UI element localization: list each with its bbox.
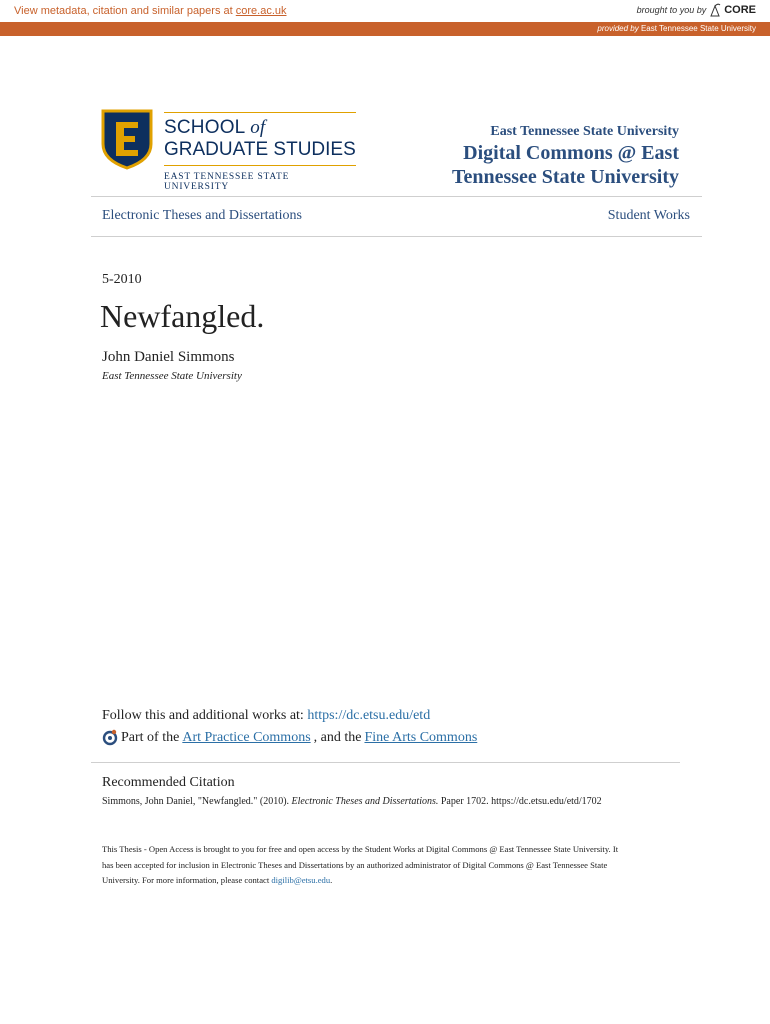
breadcrumb-student-works-link[interactable]: Student Works (607, 208, 690, 223)
follow-prefix: Follow this and additional works at: (102, 708, 304, 723)
notice-line-3-suffix: . (330, 875, 333, 885)
core-metadata-link[interactable]: core.ac.uk (235, 5, 287, 17)
citation-text-after: Paper 1702. https://dc.etsu.edu/etd/1702 (440, 796, 602, 807)
header-divider (91, 196, 702, 197)
part-of-line (102, 729, 477, 747)
core-label: CORE (724, 4, 756, 16)
repository-name-line1: Digital Commons @ East (463, 142, 679, 164)
core-metadata-prefix: View metadata, citation and similar papers at (14, 5, 233, 17)
notice-line-3 (102, 873, 667, 889)
repository-university: East Tennessee State University (490, 124, 679, 139)
provided-by-name: East Tennessee State University (640, 24, 756, 33)
paper-date: 5-2010 (102, 272, 142, 287)
notice-line-3-prefix: University. For more information, please contact (102, 875, 270, 885)
brought-to-you-text: brought to you by (636, 5, 707, 15)
core-logo-icon (709, 3, 721, 17)
core-metadata-text (14, 5, 287, 17)
logo-university-name: EAST TENNESSEE STATE UNIVERSITY (164, 172, 290, 192)
core-provided-text (597, 24, 756, 33)
part-of-prefix: Part of the (121, 730, 180, 745)
part-of-middle: , and the (313, 730, 362, 745)
core-brought-by[interactable] (637, 3, 756, 17)
citation-series: Electronic Theses and Dissertations. (291, 796, 439, 807)
logo-mid-rule (164, 165, 356, 166)
follow-line (102, 708, 430, 724)
notice-line-1: This Thesis - Open Access is brought to you for free and open access by the Student Works at Digital Commons @ East Tennessee State University. It (102, 844, 619, 854)
core-banner (0, 0, 770, 22)
art-practice-commons-link[interactable]: Art Practice Commons (182, 730, 311, 745)
provided-by-prefix: provided by (597, 24, 639, 33)
logo-wordmark (164, 112, 356, 192)
fine-arts-commons-link[interactable]: Fine Arts Commons (364, 730, 478, 745)
network-pin-icon (102, 729, 118, 747)
logo-top-rule (164, 112, 356, 113)
breadcrumb-etd-link[interactable]: Electronic Theses and Dissertations (102, 208, 302, 223)
logo-school-of (164, 117, 356, 139)
author-affiliation: East Tennessee State University (102, 370, 242, 382)
notice-line-2: has been accepted for inclusion in Electronic Theses and Dissertations by an authorized administrator of Digital Commons @ East Tennessee State (102, 859, 608, 870)
breadcrumb-divider (91, 236, 702, 237)
recommended-citation-text (102, 796, 602, 807)
citation-divider (91, 762, 680, 763)
repository-name-line2: Tennessee State University (451, 166, 679, 188)
etsu-shield-icon (100, 108, 154, 170)
paper-author: John Daniel Simmons (102, 349, 235, 365)
core-provided-bar (0, 22, 770, 36)
recommended-citation-heading: Recommended Citation (102, 775, 235, 790)
graduate-school-logo[interactable] (100, 108, 360, 192)
logo-of-text: of (250, 117, 266, 138)
repository-heading[interactable] (452, 124, 679, 188)
contact-email-link[interactable]: digilib@etsu.edu (271, 875, 331, 885)
logo-school-text: SCHOOL (164, 117, 245, 138)
breadcrumb (102, 208, 690, 224)
follow-url-link[interactable]: https://dc.etsu.edu/etd (307, 708, 431, 723)
citation-text-before: Simmons, John Daniel, "Newfangled." (2010). (102, 796, 290, 807)
paper-title: Newfangled. (100, 298, 265, 334)
access-notice (102, 842, 667, 889)
logo-graduate-studies: GRADUATE STUDIES (164, 139, 356, 160)
